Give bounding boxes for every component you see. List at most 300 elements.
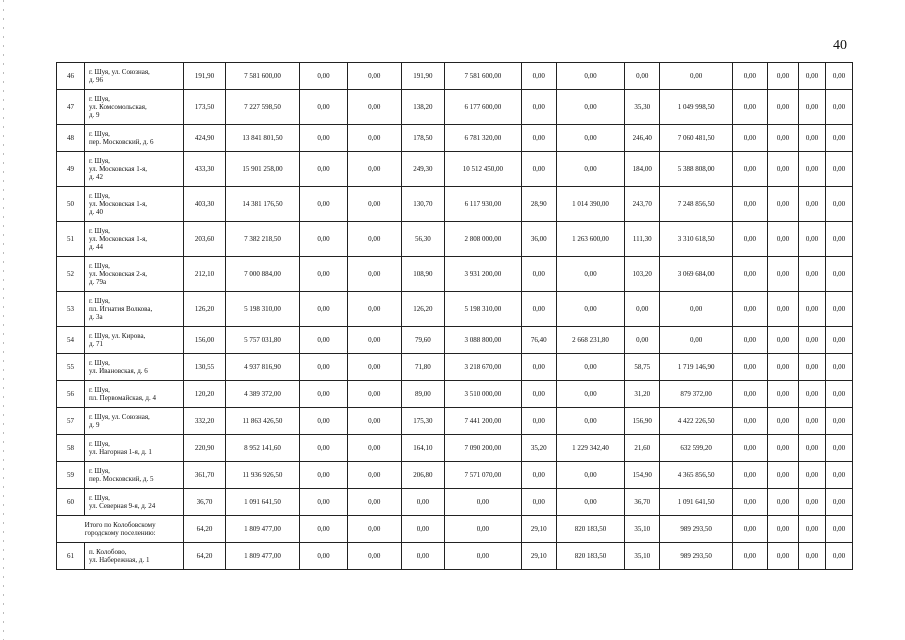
address-line: ул. Московская 1-я, xyxy=(88,235,148,243)
address-cell xyxy=(84,90,183,125)
value-cell: 0,00 xyxy=(300,435,348,462)
value-cell: 433,30 xyxy=(184,152,225,187)
value-cell: 7 581 600,00 xyxy=(225,63,300,90)
value-cell: 11 936 926,50 xyxy=(225,462,300,489)
value-cell: 5 388 808,00 xyxy=(660,152,732,187)
row-number: 49 xyxy=(57,152,85,187)
value-cell: 0,00 xyxy=(799,489,826,516)
value-cell: 0,00 xyxy=(300,381,348,408)
value-cell: 0,00 xyxy=(300,292,348,327)
scan-edge-mark xyxy=(3,0,4,640)
value-cell: 0,00 xyxy=(521,462,556,489)
address-cell xyxy=(84,187,183,222)
value-cell: 0,00 xyxy=(732,327,767,354)
value-cell: 1 809 477,00 xyxy=(225,543,300,570)
value-cell: 0,00 xyxy=(768,292,799,327)
row-number: 46 xyxy=(57,63,85,90)
value-cell: 6 781 320,00 xyxy=(445,125,522,152)
address-cell xyxy=(84,354,183,381)
value-cell: 203,60 xyxy=(184,222,225,257)
value-cell: 0,00 xyxy=(732,381,767,408)
value-cell: 246,40 xyxy=(625,125,660,152)
row-number: 55 xyxy=(57,354,85,381)
value-cell: 0,00 xyxy=(300,462,348,489)
value-cell: 0,00 xyxy=(799,543,826,570)
total-label xyxy=(57,516,184,543)
value-cell: 0,00 xyxy=(300,408,348,435)
address-cell xyxy=(84,63,183,90)
address-line: г. Шуя, ул. Кирова, xyxy=(88,332,146,340)
address-cell xyxy=(84,435,183,462)
address-line: д. 71 xyxy=(88,340,103,348)
value-cell: 4 422 226,50 xyxy=(660,408,732,435)
value-cell: 0,00 xyxy=(799,257,826,292)
value-cell: 58,75 xyxy=(625,354,660,381)
value-cell: 0,00 xyxy=(825,257,852,292)
address-cell xyxy=(84,462,183,489)
row-number: 58 xyxy=(57,435,85,462)
value-cell: 191,90 xyxy=(184,63,225,90)
value-cell: 0,00 xyxy=(799,408,826,435)
value-cell: 8 952 141,60 xyxy=(225,435,300,462)
address-line: г. Шуя, xyxy=(88,386,110,394)
value-cell: 0,00 xyxy=(799,187,826,222)
value-cell: 0,00 xyxy=(799,125,826,152)
value-cell: 1 719 146,90 xyxy=(660,354,732,381)
value-cell: 3 310 618,50 xyxy=(660,222,732,257)
table-row xyxy=(57,292,853,327)
address-line: ул. Набережная, д. 1 xyxy=(88,556,150,564)
value-cell: 0,00 xyxy=(768,63,799,90)
value-cell: 0,00 xyxy=(732,462,767,489)
row-number: 57 xyxy=(57,408,85,435)
value-cell: 0,00 xyxy=(300,222,348,257)
total-value-cell: 0,00 xyxy=(825,516,852,543)
row-number: 60 xyxy=(57,489,85,516)
value-cell: 0,00 xyxy=(768,187,799,222)
address-cell xyxy=(84,408,183,435)
total-value-cell: 35,10 xyxy=(625,516,660,543)
value-cell: 0,00 xyxy=(347,327,401,354)
value-cell: 103,20 xyxy=(625,257,660,292)
row-number: 52 xyxy=(57,257,85,292)
value-cell: 7 000 884,00 xyxy=(225,257,300,292)
table-row xyxy=(57,489,853,516)
value-cell: 206,80 xyxy=(401,462,444,489)
value-cell: 79,60 xyxy=(401,327,444,354)
value-cell: 361,70 xyxy=(184,462,225,489)
value-cell: 0,00 xyxy=(347,257,401,292)
value-cell: 56,30 xyxy=(401,222,444,257)
value-cell: 10 512 450,00 xyxy=(445,152,522,187)
value-cell: 0,00 xyxy=(521,63,556,90)
value-cell: 71,80 xyxy=(401,354,444,381)
value-cell: 0,00 xyxy=(825,354,852,381)
value-cell: 249,30 xyxy=(401,152,444,187)
value-cell: 191,90 xyxy=(401,63,444,90)
value-cell: 0,00 xyxy=(300,63,348,90)
value-cell: 7 248 856,50 xyxy=(660,187,732,222)
value-cell: 4 365 856,50 xyxy=(660,462,732,489)
value-cell: 111,30 xyxy=(625,222,660,257)
value-cell: 7 571 070,00 xyxy=(445,462,522,489)
value-cell: 0,00 xyxy=(625,292,660,327)
address-line: г. Шуя, xyxy=(88,192,110,200)
value-cell: 156,00 xyxy=(184,327,225,354)
value-cell: 0,00 xyxy=(347,90,401,125)
total-label-line: Итого по Колобовскому xyxy=(84,521,156,529)
value-cell: 0,00 xyxy=(732,152,767,187)
value-cell: 0,00 xyxy=(768,222,799,257)
address-line: г. Шуя, xyxy=(88,359,110,367)
value-cell: 6 177 600,00 xyxy=(445,90,522,125)
address-line: ул. Северная 9-я, д. 24 xyxy=(88,502,156,510)
value-cell: 0,00 xyxy=(799,90,826,125)
value-cell: 0,00 xyxy=(825,543,852,570)
value-cell: 36,70 xyxy=(625,489,660,516)
value-cell: 76,40 xyxy=(521,327,556,354)
value-cell: 108,90 xyxy=(401,257,444,292)
value-cell: 6 117 930,00 xyxy=(445,187,522,222)
total-value-cell: 1 809 477,00 xyxy=(225,516,300,543)
value-cell: 0,00 xyxy=(347,292,401,327)
value-cell: 0,00 xyxy=(768,327,799,354)
value-cell: 0,00 xyxy=(825,63,852,90)
value-cell: 0,00 xyxy=(300,354,348,381)
address-cell xyxy=(84,381,183,408)
value-cell: 0,00 xyxy=(825,408,852,435)
table-row xyxy=(57,543,853,570)
value-cell: 0,00 xyxy=(521,489,556,516)
value-cell: 0,00 xyxy=(825,435,852,462)
value-cell: 0,00 xyxy=(445,489,522,516)
value-cell: 0,00 xyxy=(732,222,767,257)
value-cell: 0,00 xyxy=(799,435,826,462)
address-line: д. 40 xyxy=(88,208,103,216)
value-cell: 0,00 xyxy=(347,381,401,408)
value-cell: 5 198 310,00 xyxy=(225,292,300,327)
value-cell: 0,00 xyxy=(799,63,826,90)
value-cell: 0,00 xyxy=(768,354,799,381)
address-line: г. Шуя, xyxy=(88,130,110,138)
row-number: 48 xyxy=(57,125,85,152)
value-cell: 0,00 xyxy=(732,90,767,125)
table-row xyxy=(57,257,853,292)
address-line: ул. Московская 1-я, xyxy=(88,200,148,208)
value-cell: 0,00 xyxy=(347,187,401,222)
total-value-cell: 820 183,50 xyxy=(556,516,624,543)
value-cell: 0,00 xyxy=(825,222,852,257)
address-line: г. Шуя, xyxy=(88,440,110,448)
value-cell: 0,00 xyxy=(347,152,401,187)
value-cell: 0,00 xyxy=(799,152,826,187)
value-cell: 0,00 xyxy=(732,292,767,327)
address-line: ул. Ивановская, д. 6 xyxy=(88,367,148,375)
value-cell: 0,00 xyxy=(732,354,767,381)
value-cell: 130,70 xyxy=(401,187,444,222)
value-cell: 0,00 xyxy=(768,152,799,187)
total-row xyxy=(57,516,853,543)
value-cell: 0,00 xyxy=(556,489,624,516)
total-value-cell: 0,00 xyxy=(300,516,348,543)
value-cell: 0,00 xyxy=(300,125,348,152)
value-cell: 632 599,20 xyxy=(660,435,732,462)
value-cell: 0,00 xyxy=(300,152,348,187)
row-number: 51 xyxy=(57,222,85,257)
value-cell: 0,00 xyxy=(799,292,826,327)
value-cell: 1 091 641,50 xyxy=(225,489,300,516)
address-cell xyxy=(84,222,183,257)
value-cell: 0,00 xyxy=(300,257,348,292)
value-cell: 0,00 xyxy=(521,125,556,152)
total-value-cell: 0,00 xyxy=(799,516,826,543)
value-cell: 0,00 xyxy=(556,462,624,489)
address-cell xyxy=(84,257,183,292)
value-cell: 0,00 xyxy=(556,354,624,381)
address-line: д. 79а xyxy=(88,278,107,286)
value-cell: 0,00 xyxy=(768,462,799,489)
total-value-cell: 0,00 xyxy=(768,516,799,543)
value-cell: 7 090 200,00 xyxy=(445,435,522,462)
value-cell: 29,10 xyxy=(521,543,556,570)
housing-register-table xyxy=(56,62,853,570)
value-cell: 0,00 xyxy=(521,257,556,292)
address-line: г. Шуя, xyxy=(88,297,110,305)
value-cell: 0,00 xyxy=(825,90,852,125)
value-cell: 126,20 xyxy=(184,292,225,327)
value-cell: 0,00 xyxy=(825,152,852,187)
value-cell: 7 581 600,00 xyxy=(445,63,522,90)
value-cell: 0,00 xyxy=(521,354,556,381)
table-row xyxy=(57,462,853,489)
value-cell: 0,00 xyxy=(799,462,826,489)
value-cell: 3 931 200,00 xyxy=(445,257,522,292)
value-cell: 175,30 xyxy=(401,408,444,435)
value-cell: 0,00 xyxy=(556,63,624,90)
total-value-cell: 989 293,50 xyxy=(660,516,732,543)
address-cell xyxy=(84,543,183,570)
row-number: 54 xyxy=(57,327,85,354)
address-line: д. 9 xyxy=(88,111,100,119)
value-cell: 126,20 xyxy=(401,292,444,327)
value-cell: 2 668 231,80 xyxy=(556,327,624,354)
table-row xyxy=(57,90,853,125)
value-cell: 0,00 xyxy=(825,489,852,516)
value-cell: 0,00 xyxy=(521,90,556,125)
value-cell: 0,00 xyxy=(556,90,624,125)
value-cell: 1 229 342,40 xyxy=(556,435,624,462)
address-line: г. Шуя, xyxy=(88,95,110,103)
address-line: пер. Московский, д. 5 xyxy=(88,475,154,483)
total-value-cell: 29,10 xyxy=(521,516,556,543)
value-cell: 0,00 xyxy=(732,257,767,292)
row-number: 56 xyxy=(57,381,85,408)
value-cell: 0,00 xyxy=(768,489,799,516)
value-cell: 138,20 xyxy=(401,90,444,125)
address-cell xyxy=(84,292,183,327)
value-cell: 0,00 xyxy=(799,354,826,381)
value-cell: 36,70 xyxy=(184,489,225,516)
value-cell: 0,00 xyxy=(825,292,852,327)
value-cell: 5 757 031,80 xyxy=(225,327,300,354)
address-line: г. Шуя, xyxy=(88,157,110,165)
value-cell: 0,00 xyxy=(732,489,767,516)
value-cell: 0,00 xyxy=(732,63,767,90)
address-line: пл. Первомайская, д. 4 xyxy=(88,394,156,402)
value-cell: 64,20 xyxy=(184,543,225,570)
value-cell: 0,00 xyxy=(732,408,767,435)
value-cell: 0,00 xyxy=(347,222,401,257)
value-cell: 5 198 310,00 xyxy=(445,292,522,327)
value-cell: 0,00 xyxy=(732,435,767,462)
value-cell: 156,90 xyxy=(625,408,660,435)
value-cell: 13 841 801,50 xyxy=(225,125,300,152)
value-cell: 0,00 xyxy=(799,327,826,354)
address-line: г. Шуя, xyxy=(88,227,110,235)
value-cell: 0,00 xyxy=(300,327,348,354)
value-cell: 184,00 xyxy=(625,152,660,187)
value-cell: 0,00 xyxy=(556,125,624,152)
value-cell: 15 901 258,00 xyxy=(225,152,300,187)
value-cell: 0,00 xyxy=(347,489,401,516)
address-line: ул. Московская 1-я, xyxy=(88,165,148,173)
row-number: 50 xyxy=(57,187,85,222)
value-cell: 35,30 xyxy=(625,90,660,125)
total-label-line: городскому поселению: xyxy=(84,529,156,537)
value-cell: 0,00 xyxy=(347,63,401,90)
table-row xyxy=(57,152,853,187)
table-row xyxy=(57,381,853,408)
value-cell: 35,20 xyxy=(521,435,556,462)
value-cell: 0,00 xyxy=(300,90,348,125)
value-cell: 220,90 xyxy=(184,435,225,462)
row-number: 61 xyxy=(57,543,85,570)
value-cell: 0,00 xyxy=(445,543,522,570)
value-cell: 0,00 xyxy=(521,152,556,187)
value-cell: 2 808 000,00 xyxy=(445,222,522,257)
value-cell: 0,00 xyxy=(347,435,401,462)
value-cell: 7 060 481,50 xyxy=(660,125,732,152)
row-number: 59 xyxy=(57,462,85,489)
value-cell: 164,10 xyxy=(401,435,444,462)
value-cell: 0,00 xyxy=(347,354,401,381)
value-cell: 4 937 816,90 xyxy=(225,354,300,381)
address-line: д. 3а xyxy=(88,313,103,321)
value-cell: 403,30 xyxy=(184,187,225,222)
value-cell: 1 091 641,50 xyxy=(660,489,732,516)
value-cell: 0,00 xyxy=(521,381,556,408)
value-cell: 0,00 xyxy=(556,408,624,435)
table-row xyxy=(57,187,853,222)
value-cell: 120,20 xyxy=(184,381,225,408)
value-cell: 0,00 xyxy=(347,408,401,435)
address-cell xyxy=(84,125,183,152)
value-cell: 36,00 xyxy=(521,222,556,257)
value-cell: 0,00 xyxy=(660,292,732,327)
table-row xyxy=(57,125,853,152)
value-cell: 1 263 600,00 xyxy=(556,222,624,257)
table-row xyxy=(57,354,853,381)
address-line: д. 42 xyxy=(88,173,103,181)
value-cell: 0,00 xyxy=(768,408,799,435)
address-line: г. Шуя, xyxy=(88,262,110,270)
total-value-cell: 0,00 xyxy=(732,516,767,543)
value-cell: 3 069 684,00 xyxy=(660,257,732,292)
value-cell: 0,00 xyxy=(799,222,826,257)
value-cell: 1 049 998,50 xyxy=(660,90,732,125)
value-cell: 0,00 xyxy=(732,125,767,152)
total-value-cell: 64,20 xyxy=(184,516,225,543)
value-cell: 0,00 xyxy=(768,381,799,408)
row-number: 53 xyxy=(57,292,85,327)
value-cell: 0,00 xyxy=(521,292,556,327)
value-cell: 0,00 xyxy=(347,125,401,152)
address-line: д. 44 xyxy=(88,243,103,251)
address-line: д. 96 xyxy=(88,76,103,84)
value-cell: 0,00 xyxy=(660,327,732,354)
address-line: д. 9 xyxy=(88,421,100,429)
value-cell: 0,00 xyxy=(825,381,852,408)
value-cell: 0,00 xyxy=(732,187,767,222)
value-cell: 0,00 xyxy=(401,489,444,516)
value-cell: 0,00 xyxy=(556,257,624,292)
address-line: г. Шуя, ул. Союзная, xyxy=(88,68,150,76)
value-cell: 7 227 598,50 xyxy=(225,90,300,125)
address-cell xyxy=(84,489,183,516)
table-row xyxy=(57,327,853,354)
value-cell: 28,90 xyxy=(521,187,556,222)
address-cell xyxy=(84,152,183,187)
value-cell: 0,00 xyxy=(347,543,401,570)
address-line: пл. Игнатия Волкова, xyxy=(88,305,153,313)
value-cell: 3 218 670,00 xyxy=(445,354,522,381)
page-number: 40 xyxy=(833,38,847,53)
table-row xyxy=(57,222,853,257)
value-cell: 31,20 xyxy=(625,381,660,408)
value-cell: 0,00 xyxy=(768,435,799,462)
value-cell: 11 863 426,50 xyxy=(225,408,300,435)
value-cell: 0,00 xyxy=(768,543,799,570)
address-line: г. Шуя, xyxy=(88,494,110,502)
value-cell: 0,00 xyxy=(768,257,799,292)
address-line: ул. Московская 2-я, xyxy=(88,270,148,278)
value-cell: 0,00 xyxy=(556,292,624,327)
register-body xyxy=(57,63,853,570)
address-line: г. Шуя, ул. Союзная, xyxy=(88,413,150,421)
value-cell: 243,70 xyxy=(625,187,660,222)
value-cell: 0,00 xyxy=(768,125,799,152)
value-cell: 332,20 xyxy=(184,408,225,435)
value-cell: 820 183,50 xyxy=(556,543,624,570)
total-value-cell: 0,00 xyxy=(401,516,444,543)
value-cell: 0,00 xyxy=(825,187,852,222)
address-line: ул. Комсомольская, xyxy=(88,103,147,111)
value-cell: 0,00 xyxy=(347,462,401,489)
value-cell: 0,00 xyxy=(625,63,660,90)
value-cell: 173,50 xyxy=(184,90,225,125)
address-cell xyxy=(84,327,183,354)
value-cell: 0,00 xyxy=(300,187,348,222)
value-cell: 0,00 xyxy=(300,543,348,570)
value-cell: 35,10 xyxy=(625,543,660,570)
value-cell: 0,00 xyxy=(825,462,852,489)
value-cell: 212,10 xyxy=(184,257,225,292)
address-line: п. Колобово, xyxy=(88,548,127,556)
value-cell: 0,00 xyxy=(300,489,348,516)
value-cell: 0,00 xyxy=(768,90,799,125)
total-value-cell: 0,00 xyxy=(347,516,401,543)
value-cell: 424,90 xyxy=(184,125,225,152)
